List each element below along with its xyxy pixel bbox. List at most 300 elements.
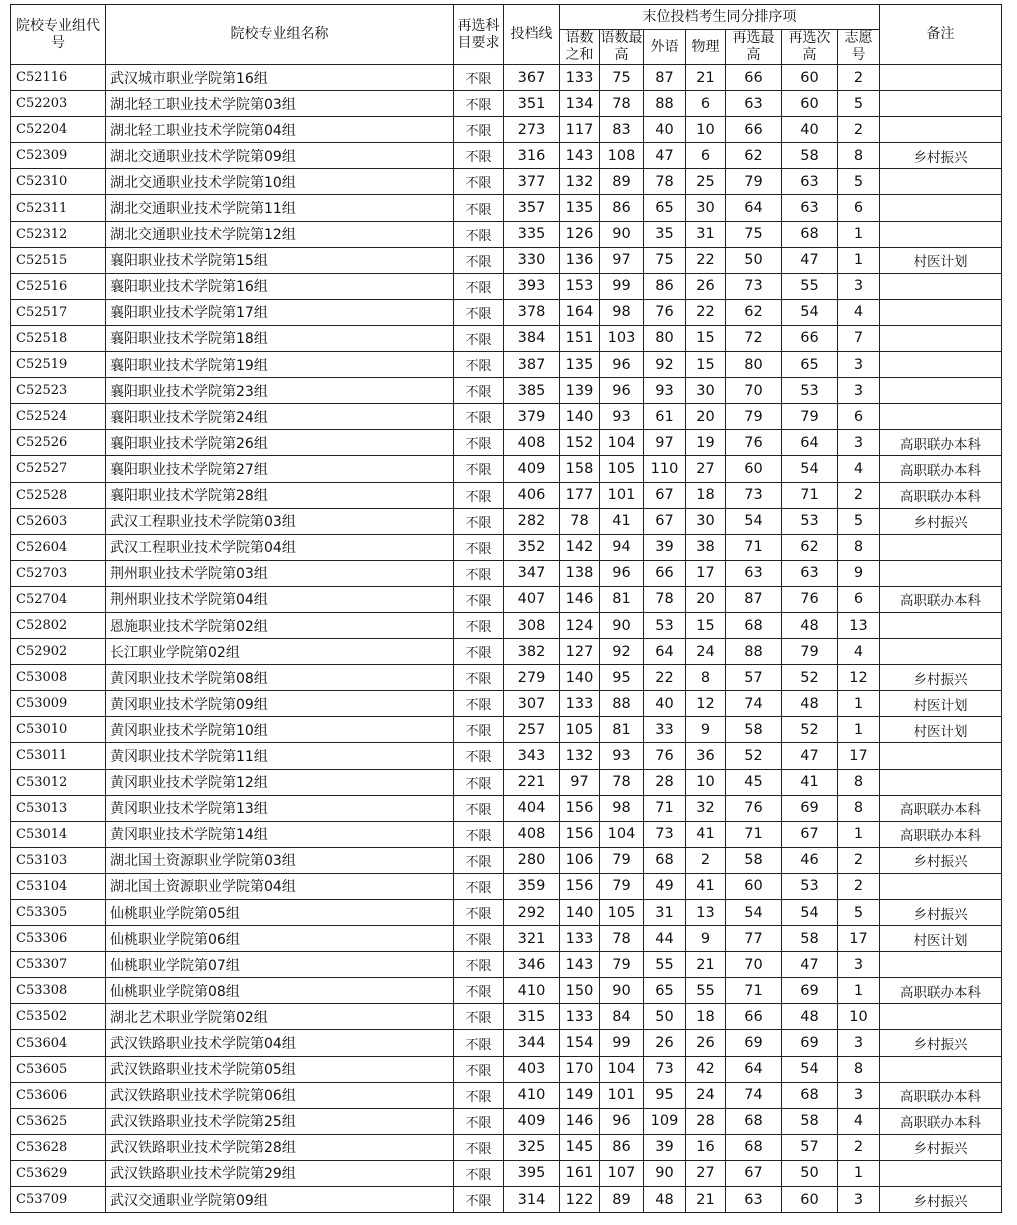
table-row	[11, 508, 1002, 534]
cell-elective-highest: 72	[726, 325, 782, 351]
cell-elective-highest: 69	[726, 1030, 782, 1056]
cell-elective-second: 48	[782, 1004, 838, 1030]
cell-note: 乡村振兴	[880, 665, 1002, 691]
cell-foreign-language: 86	[644, 273, 686, 299]
cell-code: C52203	[11, 91, 106, 117]
cell-physics: 24	[686, 1082, 726, 1108]
cell-code: C53305	[11, 900, 106, 926]
cell-elective-highest: 76	[726, 795, 782, 821]
cell-elective-second: 47	[782, 952, 838, 978]
cell-code: C52116	[11, 65, 106, 91]
cell-chinese-math-max: 84	[600, 1004, 644, 1030]
cell-chinese-math-max: 89	[600, 169, 644, 195]
cell-preference-number: 1	[838, 978, 880, 1004]
table-row	[11, 65, 1002, 91]
cell-score-line: 407	[504, 586, 560, 612]
cell-chinese-math-sum: 138	[560, 560, 600, 586]
cell-elective-second: 53	[782, 508, 838, 534]
cell-requirement: 不限	[454, 1134, 504, 1160]
cell-group-name: 黄冈职业技术学院第08组	[106, 665, 454, 691]
cell-physics: 26	[686, 1030, 726, 1056]
cell-chinese-math-max: 99	[600, 1030, 644, 1056]
cell-requirement: 不限	[454, 352, 504, 378]
cell-requirement: 不限	[454, 456, 504, 482]
table-row	[11, 1004, 1002, 1030]
cell-requirement: 不限	[454, 65, 504, 91]
cell-code: C52311	[11, 195, 106, 221]
cell-physics: 30	[686, 508, 726, 534]
cell-code: C52312	[11, 221, 106, 247]
cell-requirement: 不限	[454, 691, 504, 717]
cell-chinese-math-sum: 117	[560, 117, 600, 143]
cell-chinese-math-max: 79	[600, 873, 644, 899]
cell-physics: 20	[686, 586, 726, 612]
cell-elective-second: 47	[782, 743, 838, 769]
cell-chinese-math-max: 99	[600, 273, 644, 299]
cell-physics: 41	[686, 821, 726, 847]
cell-score-line: 347	[504, 560, 560, 586]
table-row	[11, 1056, 1002, 1082]
cell-score-line: 408	[504, 430, 560, 456]
cell-chinese-math-sum: 177	[560, 482, 600, 508]
cell-requirement: 不限	[454, 952, 504, 978]
header-foreign-language: 外语	[644, 30, 686, 65]
table-row	[11, 430, 1002, 456]
cell-elective-second: 71	[782, 482, 838, 508]
cell-code: C52524	[11, 404, 106, 430]
header-chinese-math-sum: 语数之和	[560, 30, 600, 65]
table-row	[11, 873, 1002, 899]
cell-chinese-math-sum: 156	[560, 873, 600, 899]
cell-group-name: 黄冈职业技术学院第12组	[106, 769, 454, 795]
cell-preference-number: 1	[838, 1160, 880, 1186]
cell-note	[880, 769, 1002, 795]
cell-physics: 27	[686, 456, 726, 482]
cell-chinese-math-max: 94	[600, 534, 644, 560]
cell-physics: 38	[686, 534, 726, 560]
cell-group-name: 湖北交通职业技术学院第11组	[106, 195, 454, 221]
cell-chinese-math-sum: 146	[560, 586, 600, 612]
cell-note: 高职联办本科	[880, 1108, 1002, 1134]
cell-foreign-language: 55	[644, 952, 686, 978]
cell-requirement: 不限	[454, 247, 504, 273]
cell-note: 村医计划	[880, 247, 1002, 273]
cell-group-name: 武汉铁路职业技术学院第25组	[106, 1108, 454, 1134]
cell-chinese-math-sum: 149	[560, 1082, 600, 1108]
cell-foreign-language: 88	[644, 91, 686, 117]
cell-chinese-math-max: 98	[600, 795, 644, 821]
cell-chinese-math-max: 105	[600, 900, 644, 926]
cell-requirement: 不限	[454, 717, 504, 743]
cell-code: C53709	[11, 1187, 106, 1213]
cell-note	[880, 743, 1002, 769]
cell-foreign-language: 78	[644, 586, 686, 612]
cell-physics: 30	[686, 378, 726, 404]
cell-chinese-math-max: 96	[600, 378, 644, 404]
cell-elective-second: 79	[782, 639, 838, 665]
cell-elective-second: 79	[782, 404, 838, 430]
cell-code: C52802	[11, 612, 106, 638]
cell-group-name: 黄冈职业技术学院第13组	[106, 795, 454, 821]
cell-elective-highest: 74	[726, 691, 782, 717]
cell-chinese-math-max: 78	[600, 926, 644, 952]
cell-group-name: 武汉铁路职业技术学院第29组	[106, 1160, 454, 1186]
cell-preference-number: 4	[838, 456, 880, 482]
cell-preference-number: 17	[838, 743, 880, 769]
cell-chinese-math-sum: 133	[560, 65, 600, 91]
cell-foreign-language: 40	[644, 691, 686, 717]
cell-preference-number: 4	[838, 299, 880, 325]
cell-note	[880, 195, 1002, 221]
cell-preference-number: 8	[838, 534, 880, 560]
cell-foreign-language: 68	[644, 847, 686, 873]
cell-chinese-math-sum: 161	[560, 1160, 600, 1186]
cell-code: C52526	[11, 430, 106, 456]
cell-preference-number: 2	[838, 847, 880, 873]
cell-preference-number: 1	[838, 691, 880, 717]
header-preference-number: 志愿号	[838, 30, 880, 65]
cell-group-name: 湖北交通职业技术学院第09组	[106, 143, 454, 169]
cell-group-name: 武汉铁路职业技术学院第06组	[106, 1082, 454, 1108]
header-note: 备注	[880, 5, 1002, 65]
cell-elective-second: 63	[782, 560, 838, 586]
table-row	[11, 560, 1002, 586]
cell-note: 乡村振兴	[880, 1187, 1002, 1213]
header-chinese-math-max: 语数最高	[600, 30, 643, 63]
cell-note	[880, 639, 1002, 665]
header-code: 院校专业组代号	[11, 5, 106, 65]
cell-elective-second: 60	[782, 91, 838, 117]
cell-physics: 24	[686, 639, 726, 665]
cell-code: C52527	[11, 456, 106, 482]
cell-group-name: 武汉铁路职业技术学院第04组	[106, 1030, 454, 1056]
cell-elective-second: 58	[782, 1108, 838, 1134]
cell-score-line: 321	[504, 926, 560, 952]
cell-requirement: 不限	[454, 91, 504, 117]
cell-requirement: 不限	[454, 847, 504, 873]
cell-physics: 22	[686, 299, 726, 325]
cell-elective-highest: 50	[726, 247, 782, 273]
cell-requirement: 不限	[454, 534, 504, 560]
cell-elective-highest: 76	[726, 430, 782, 456]
cell-chinese-math-sum: 139	[560, 378, 600, 404]
cell-note	[880, 378, 1002, 404]
cell-chinese-math-max: 97	[600, 247, 644, 273]
cell-requirement: 不限	[454, 273, 504, 299]
header-name: 院校专业组名称	[106, 5, 454, 65]
header-elective-second: 再选次高	[782, 30, 838, 65]
cell-code: C53307	[11, 952, 106, 978]
cell-elective-second: 54	[782, 299, 838, 325]
cell-score-line: 346	[504, 952, 560, 978]
cell-elective-second: 60	[782, 1187, 838, 1213]
table-row	[11, 221, 1002, 247]
table-row	[11, 1187, 1002, 1213]
cell-group-name: 武汉铁路职业技术学院第28组	[106, 1134, 454, 1160]
cell-chinese-math-sum: 135	[560, 195, 600, 221]
table-row	[11, 612, 1002, 638]
cell-requirement: 不限	[454, 299, 504, 325]
cell-requirement: 不限	[454, 795, 504, 821]
cell-chinese-math-max: 75	[600, 65, 644, 91]
cell-requirement: 不限	[454, 1160, 504, 1186]
cell-chinese-math-sum: 126	[560, 221, 600, 247]
cell-score-line: 308	[504, 612, 560, 638]
cell-group-name: 襄阳职业技术学院第18组	[106, 325, 454, 351]
cell-preference-number: 2	[838, 65, 880, 91]
cell-chinese-math-max: 81	[600, 717, 644, 743]
cell-foreign-language: 76	[644, 743, 686, 769]
cell-preference-number: 7	[838, 325, 880, 351]
cell-physics: 12	[686, 691, 726, 717]
cell-note	[880, 91, 1002, 117]
cell-physics: 25	[686, 169, 726, 195]
cell-elective-second: 40	[782, 117, 838, 143]
cell-requirement: 不限	[454, 586, 504, 612]
cell-group-name: 仙桃职业学院第06组	[106, 926, 454, 952]
cell-group-name: 黄冈职业技术学院第10组	[106, 717, 454, 743]
table-row	[11, 299, 1002, 325]
cell-requirement: 不限	[454, 873, 504, 899]
cell-code: C53012	[11, 769, 106, 795]
cell-chinese-math-sum: 97	[560, 769, 600, 795]
cell-chinese-math-max: 90	[600, 221, 644, 247]
cell-chinese-math-sum: 133	[560, 691, 600, 717]
cell-code: C52517	[11, 299, 106, 325]
cell-preference-number: 5	[838, 508, 880, 534]
cell-chinese-math-max: 98	[600, 299, 644, 325]
cell-score-line: 385	[504, 378, 560, 404]
cell-group-name: 湖北交通职业技术学院第12组	[106, 221, 454, 247]
cell-chinese-math-sum: 140	[560, 665, 600, 691]
cell-chinese-math-max: 96	[600, 1108, 644, 1134]
cell-note	[880, 404, 1002, 430]
cell-elective-second: 63	[782, 195, 838, 221]
cell-group-name: 武汉工程职业技术学院第03组	[106, 508, 454, 534]
cell-note: 高职联办本科	[880, 430, 1002, 456]
cell-foreign-language: 87	[644, 65, 686, 91]
cell-score-line: 351	[504, 91, 560, 117]
cell-chinese-math-sum: 133	[560, 926, 600, 952]
cell-chinese-math-max: 78	[600, 769, 644, 795]
cell-group-name: 武汉工程职业技术学院第04组	[106, 534, 454, 560]
cell-physics: 19	[686, 430, 726, 456]
cell-chinese-math-max: 93	[600, 404, 644, 430]
cell-requirement: 不限	[454, 665, 504, 691]
cell-physics: 20	[686, 404, 726, 430]
cell-physics: 9	[686, 717, 726, 743]
cell-note: 村医计划	[880, 717, 1002, 743]
cell-elective-second: 69	[782, 978, 838, 1004]
cell-chinese-math-max: 101	[600, 482, 644, 508]
cell-note: 乡村振兴	[880, 143, 1002, 169]
cell-preference-number: 3	[838, 1030, 880, 1056]
cell-code: C52902	[11, 639, 106, 665]
cell-physics: 15	[686, 352, 726, 378]
cell-foreign-language: 40	[644, 117, 686, 143]
cell-score-line: 410	[504, 1082, 560, 1108]
cell-physics: 27	[686, 1160, 726, 1186]
table-row	[11, 717, 1002, 743]
cell-physics: 15	[686, 325, 726, 351]
cell-score-line: 335	[504, 221, 560, 247]
cell-requirement: 不限	[454, 117, 504, 143]
cell-code: C53306	[11, 926, 106, 952]
cell-note: 高职联办本科	[880, 1082, 1002, 1108]
cell-preference-number: 1	[838, 247, 880, 273]
table-row	[11, 482, 1002, 508]
cell-code: C53011	[11, 743, 106, 769]
cell-elective-highest: 71	[726, 978, 782, 1004]
table-row	[11, 91, 1002, 117]
cell-preference-number: 3	[838, 952, 880, 978]
cell-chinese-math-sum: 134	[560, 91, 600, 117]
cell-note	[880, 1160, 1002, 1186]
cell-elective-second: 54	[782, 456, 838, 482]
table-row	[11, 978, 1002, 1004]
cell-group-name: 荆州职业技术学院第04组	[106, 586, 454, 612]
cell-code: C53104	[11, 873, 106, 899]
cell-elective-highest: 80	[726, 352, 782, 378]
cell-requirement: 不限	[454, 404, 504, 430]
cell-group-name: 襄阳职业技术学院第17组	[106, 299, 454, 325]
cell-code: C52604	[11, 534, 106, 560]
table-row	[11, 691, 1002, 717]
cell-code: C53605	[11, 1056, 106, 1082]
cell-chinese-math-max: 104	[600, 430, 644, 456]
cell-chinese-math-sum: 124	[560, 612, 600, 638]
cell-foreign-language: 71	[644, 795, 686, 821]
cell-chinese-math-max: 79	[600, 952, 644, 978]
cell-code: C52516	[11, 273, 106, 299]
cell-chinese-math-max: 96	[600, 352, 644, 378]
cell-elective-highest: 73	[726, 273, 782, 299]
cell-elective-highest: 68	[726, 1134, 782, 1160]
cell-score-line: 352	[504, 534, 560, 560]
cell-chinese-math-max: 101	[600, 1082, 644, 1108]
cell-physics: 8	[686, 665, 726, 691]
cell-chinese-math-sum: 145	[560, 1134, 600, 1160]
cell-score-line: 357	[504, 195, 560, 221]
cell-elective-highest: 62	[726, 143, 782, 169]
cell-chinese-math-max: 104	[600, 1056, 644, 1082]
cell-foreign-language: 73	[644, 1056, 686, 1082]
cell-elective-highest: 68	[726, 612, 782, 638]
cell-elective-highest: 60	[726, 456, 782, 482]
cell-note: 村医计划	[880, 926, 1002, 952]
cell-group-name: 武汉铁路职业技术学院第05组	[106, 1056, 454, 1082]
cell-physics: 55	[686, 978, 726, 1004]
table-row	[11, 665, 1002, 691]
cell-foreign-language: 67	[644, 508, 686, 534]
cell-requirement: 不限	[454, 769, 504, 795]
cell-foreign-language: 66	[644, 560, 686, 586]
cell-preference-number: 9	[838, 560, 880, 586]
cell-physics: 22	[686, 247, 726, 273]
cell-note: 高职联办本科	[880, 482, 1002, 508]
cell-requirement: 不限	[454, 639, 504, 665]
cell-note	[880, 352, 1002, 378]
cell-requirement: 不限	[454, 560, 504, 586]
cell-code: C53308	[11, 978, 106, 1004]
cell-physics: 31	[686, 221, 726, 247]
cell-foreign-language: 39	[644, 1134, 686, 1160]
cell-note	[880, 299, 1002, 325]
cell-score-line: 221	[504, 769, 560, 795]
header-tiebreak-group: 末位投档考生同分排序项	[560, 5, 880, 30]
cell-note	[880, 1056, 1002, 1082]
cell-score-line: 325	[504, 1134, 560, 1160]
cell-foreign-language: 75	[644, 247, 686, 273]
cell-chinese-math-sum: 142	[560, 534, 600, 560]
cell-elective-second: 57	[782, 1134, 838, 1160]
cell-code: C53014	[11, 821, 106, 847]
admission-score-table	[10, 4, 1002, 1213]
cell-chinese-math-sum: 146	[560, 1108, 600, 1134]
cell-elective-second: 63	[782, 169, 838, 195]
cell-physics: 6	[686, 143, 726, 169]
cell-score-line: 403	[504, 1056, 560, 1082]
cell-preference-number: 6	[838, 195, 880, 221]
cell-code: C52703	[11, 560, 106, 586]
cell-elective-second: 48	[782, 612, 838, 638]
table-row	[11, 117, 1002, 143]
cell-preference-number: 1	[838, 717, 880, 743]
cell-physics: 36	[686, 743, 726, 769]
cell-elective-highest: 87	[726, 586, 782, 612]
cell-foreign-language: 33	[644, 717, 686, 743]
cell-elective-highest: 88	[726, 639, 782, 665]
cell-score-line: 330	[504, 247, 560, 273]
cell-code: C53010	[11, 717, 106, 743]
cell-code: C52518	[11, 325, 106, 351]
cell-physics: 17	[686, 560, 726, 586]
cell-score-line: 314	[504, 1187, 560, 1213]
table-row	[11, 743, 1002, 769]
cell-chinese-math-sum: 78	[560, 508, 600, 534]
cell-chinese-math-max: 88	[600, 691, 644, 717]
cell-group-name: 武汉城市职业学院第16组	[106, 65, 454, 91]
cell-group-name: 湖北国土资源职业学院第04组	[106, 873, 454, 899]
cell-group-name: 仙桃职业学院第07组	[106, 952, 454, 978]
cell-note	[880, 325, 1002, 351]
cell-chinese-math-max: 90	[600, 612, 644, 638]
cell-physics: 42	[686, 1056, 726, 1082]
cell-score-line: 257	[504, 717, 560, 743]
cell-foreign-language: 39	[644, 534, 686, 560]
cell-elective-highest: 52	[726, 743, 782, 769]
cell-requirement: 不限	[454, 1187, 504, 1213]
cell-requirement: 不限	[454, 900, 504, 926]
cell-elective-highest: 75	[726, 221, 782, 247]
table-row	[11, 247, 1002, 273]
cell-preference-number: 2	[838, 117, 880, 143]
cell-physics: 15	[686, 612, 726, 638]
cell-chinese-math-sum: 140	[560, 900, 600, 926]
table-row	[11, 821, 1002, 847]
cell-elective-second: 62	[782, 534, 838, 560]
cell-group-name: 仙桃职业学院第05组	[106, 900, 454, 926]
header-score-line: 投档线	[504, 5, 560, 65]
cell-group-name: 襄阳职业技术学院第19组	[106, 352, 454, 378]
cell-group-name: 湖北艺术职业学院第02组	[106, 1004, 454, 1030]
cell-score-line: 280	[504, 847, 560, 873]
cell-elective-second: 41	[782, 769, 838, 795]
cell-chinese-math-sum: 143	[560, 952, 600, 978]
cell-chinese-math-max: 108	[600, 143, 644, 169]
cell-chinese-math-max: 93	[600, 743, 644, 769]
cell-physics: 16	[686, 1134, 726, 1160]
